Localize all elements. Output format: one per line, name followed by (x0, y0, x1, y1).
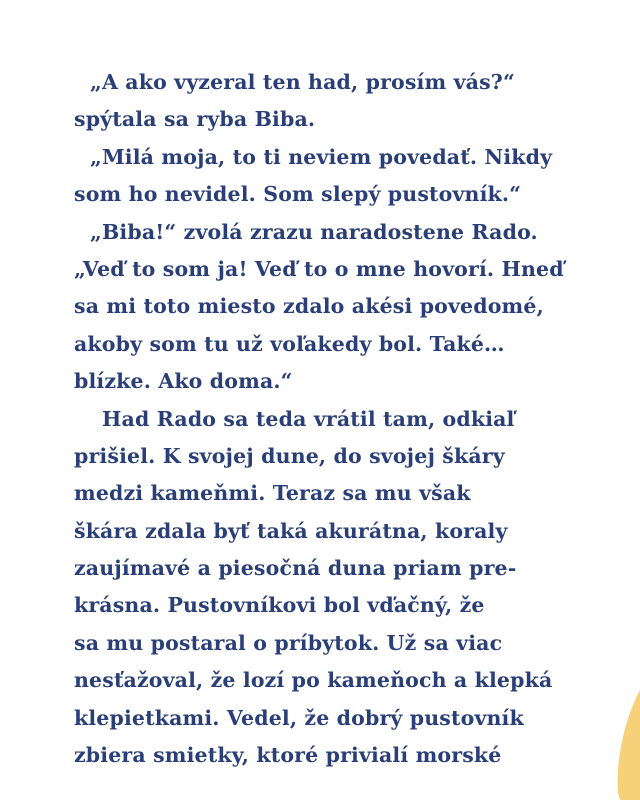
story-text (74, 64, 574, 774)
text-line: klepietkami. Vedel, že dobrý pustovník (74, 705, 524, 730)
text-line: „A ako vyzeral ten had, prosím vás?“ (90, 70, 515, 94)
text-line: Had Rado sa teda vrátil tam, odkiaľ (102, 406, 515, 431)
text-line: blízke. Ako doma.“ (74, 369, 293, 394)
text-line: škára zdala byť taká akurátna, koraly (74, 518, 508, 543)
text-line: „Veď to som ja! Veď to o mne hovorí. Hneď (74, 256, 564, 281)
text-line: zbiera smietky, ktoré privialí morské (74, 743, 502, 768)
text-line: akoby som tu už voľakedy bol. Také… (74, 331, 505, 356)
text-line: medzi kameňmi. Teraz sa mu však (74, 481, 471, 506)
yellow-corner-shape (618, 690, 640, 800)
text-line: som ho nevidel. Som slepý pustovník.“ (74, 182, 522, 207)
text-line: zaujímavé a piesočná duna priam pre- (74, 556, 517, 581)
text-line: spýtala sa ryba Biba. (74, 107, 316, 132)
text-line: sa mu postaral o príbytok. Už sa viac (74, 630, 503, 655)
text-line: krásna. Pustovníkovi bol vďačný, že (74, 593, 485, 618)
text-line: „Biba!“ zvolá zrazu naradostene Rado. (90, 219, 538, 244)
text-line: „Milá moja, to ti neviem povedať. Nikdy (90, 144, 553, 169)
text-line: nesťažoval, že lozí po kameňoch a klepká (74, 668, 553, 693)
text-line: sa mi toto miesto zdalo akési povedomé, (74, 294, 544, 319)
text-line: prišiel. K svojej dune, do svojej škáry (74, 443, 505, 468)
